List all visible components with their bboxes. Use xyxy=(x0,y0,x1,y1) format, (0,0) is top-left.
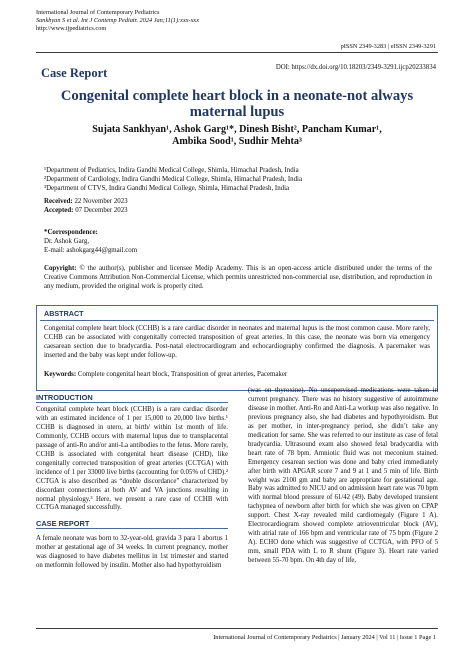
citation: Sankhyan S et al. Int J Contemp Pediatr. 2024 Jan;11(1):xxx-xxx xyxy=(36,17,200,25)
keywords-text: Complete congenital heart block, Transposition of great arteries, Pacemaker xyxy=(77,371,288,378)
keywords xyxy=(44,371,287,380)
case-report-continued-text: (was on thyroxine). No unsupervised medications were taken in current pregnancy. There was no history suggestive of autoimmune disease in mother. Anti-Ro and Anti-La workup was also negative. In previous pregnancy also, she had diabetes and hypothyroidism. But as per mother, in inter-pregnancy period, she didn’t take any medication for same. She was referred to our institute as case of fetal bradycardia. Ultrasound exam also showed fetal bradycardia with heart rate of 78 bpm. Amniotic fluid was not meconium stained. Emergency cesarean section was done and baby cried immediately after birth with APGAR score 7 and 9 at 1 and 5 min of life. Birth weight was 2100 gm and baby are appropriate for gestational age. Baby was admitted to NICU and on admission heart rate was 70 bpm with normal blood pressure of 61/42 (49). Baby developed transient tachypnea of newborn after birth for which she was given on CPAP support. Chest X-ray revealed mild cardiomegaly (Figure 1 A). Electrocardiogram showed complete atrioventricular block (AV), with atrial rate of 166 bpm and ventricular rate of 75 bpm (Figure 2 A). ECHO done which was suggestive of CCTGA, with PFO of 5 mm, small PDA with L to R shunt (Figure 3). Heart rate varied between 55-70 bpm. On 4th day of life, xyxy=(248,387,438,565)
copyright-label: Copyright: xyxy=(44,265,77,272)
doi-link[interactable]: DOI: https://dx.doi.org/10.18203/2349-3291.ijcp20233834 xyxy=(275,64,436,71)
affiliation: ³Department of CTVS, Indira Gandhi Medical College, Shimla, Himachal Pradesh, India xyxy=(44,185,290,193)
affiliations xyxy=(44,166,302,193)
introduction-text: Congenital complete heart block (CCHB) is a rare cardiac disorder with an estimated incidence of 1 per 15,000 to 20,000 live births.¹ CCHB is diagnosed in utero, at birth/ within 1st month of life. Commonly, CCHB occurs with maternal lupus due to transplacental passage of anti-Ro and/or anti-La antibodies to the fetus. More rarely, CCHB is associated with congenital heart disease (CHD), like congenitally corrected transposition of great arteries (CCTGA) with incidence of 1 per 33000 live births (accounting for 0.05% of CHD).² CCTGA is also described as “double discordance” characterized by discordant connections at both AV and VA junctions resulting in normal physiology.³ Here, we present a rare case of CCHB with CCTGA managed successfully. xyxy=(36,406,228,512)
journal-name: International Journal of Contemporary Pediatrics xyxy=(36,9,160,16)
correspondence-name: Dr. Ashok Garg, xyxy=(44,237,90,245)
footer-rule xyxy=(36,628,438,629)
section-label: Case Report xyxy=(41,66,108,80)
abstract-rule xyxy=(40,320,434,321)
case-report-rule xyxy=(36,528,228,529)
header-rule xyxy=(36,52,438,53)
introduction-heading: INTRODUCTION xyxy=(36,393,93,402)
correspondence-email[interactable]: E-mail: ashokgarg44@gmail.com xyxy=(44,246,138,254)
correspondence xyxy=(44,229,137,256)
running-header xyxy=(36,9,199,34)
accepted-date xyxy=(44,206,128,215)
accepted-value: 07 December 2023 xyxy=(75,207,128,215)
page-footer: International Journal of Contemporary Pediatrics | January 2024 | Vol 11 | Issue 1 Page 1 xyxy=(213,634,436,641)
case-report-heading: CASE REPORT xyxy=(36,519,90,528)
received-label: Received: xyxy=(44,198,73,205)
case-report-text: A female neonate was born to 32-year-old, gravida 3 para 1 abortus 1 mother at gestational age of 34 weeks. In current pregnancy, mother was diagnosed to have diabetes mellitus in 1st trimester and started on metformin followed by insulin. Mother also had hypothyroidism xyxy=(36,535,228,569)
article-dates xyxy=(44,197,128,215)
keywords-label: Keywords: xyxy=(44,371,77,378)
accepted-label: Accepted: xyxy=(44,207,74,215)
issn: pISSN 2349-3283 | eISSN 2349-3291 xyxy=(340,43,436,50)
copyright-text: © the author(s), publisher and licensee Medip Academy. This is an open-access article distributed under the terms of the Creative Commons Attribution Non-Commercial License, which permits unrestricted non-commercial use, distribution, and reproduction in any medium, provided the original work is properly cited. xyxy=(44,265,432,290)
introduction-rule xyxy=(36,402,228,403)
affiliation: ¹Department of Pediatrics, Indira Gandhi Medical College, Shimla, Himachal Pradesh, India xyxy=(44,167,299,174)
article-title: Congenital complete heart block in a neonate-not always maternal lupus xyxy=(60,88,414,120)
received-date xyxy=(44,197,128,206)
author-list xyxy=(50,124,424,149)
authors-line-1: Sujata Sankhyan¹, Ashok Garg¹*, Dinesh Bisht², Pancham Kumar¹, xyxy=(92,124,382,135)
copyright-notice xyxy=(44,265,432,292)
received-value: 22 November 2023 xyxy=(74,198,128,205)
abstract-heading: ABSTRACT xyxy=(44,309,84,318)
abstract-text: Congenital complete heart block (CCHB) is a rare cardiac disorder in neonates and maternal lupus is the most common cause. More rarely, CCHB can be associated with congenitally corrected transposition of great arteries. In this case, the neonate was born via emergency caesarean section due to bradycardia. Post-natal electrocardiogram and echocardiography confirmed the diagnosis. A pacemaker was inserted and the baby was kept under follow-up. xyxy=(44,325,430,359)
authors-line-2: Ambika Sood¹, Sudhir Mehta³ xyxy=(172,136,302,148)
journal-url[interactable]: http://www.ijpediatrics.com xyxy=(36,25,107,33)
correspondence-label: *Correspondence: xyxy=(44,229,98,236)
affiliation: ²Department of Cardiology, Indira Gandhi Medical College, Shimla, Himachal Pradesh, India xyxy=(44,176,303,184)
